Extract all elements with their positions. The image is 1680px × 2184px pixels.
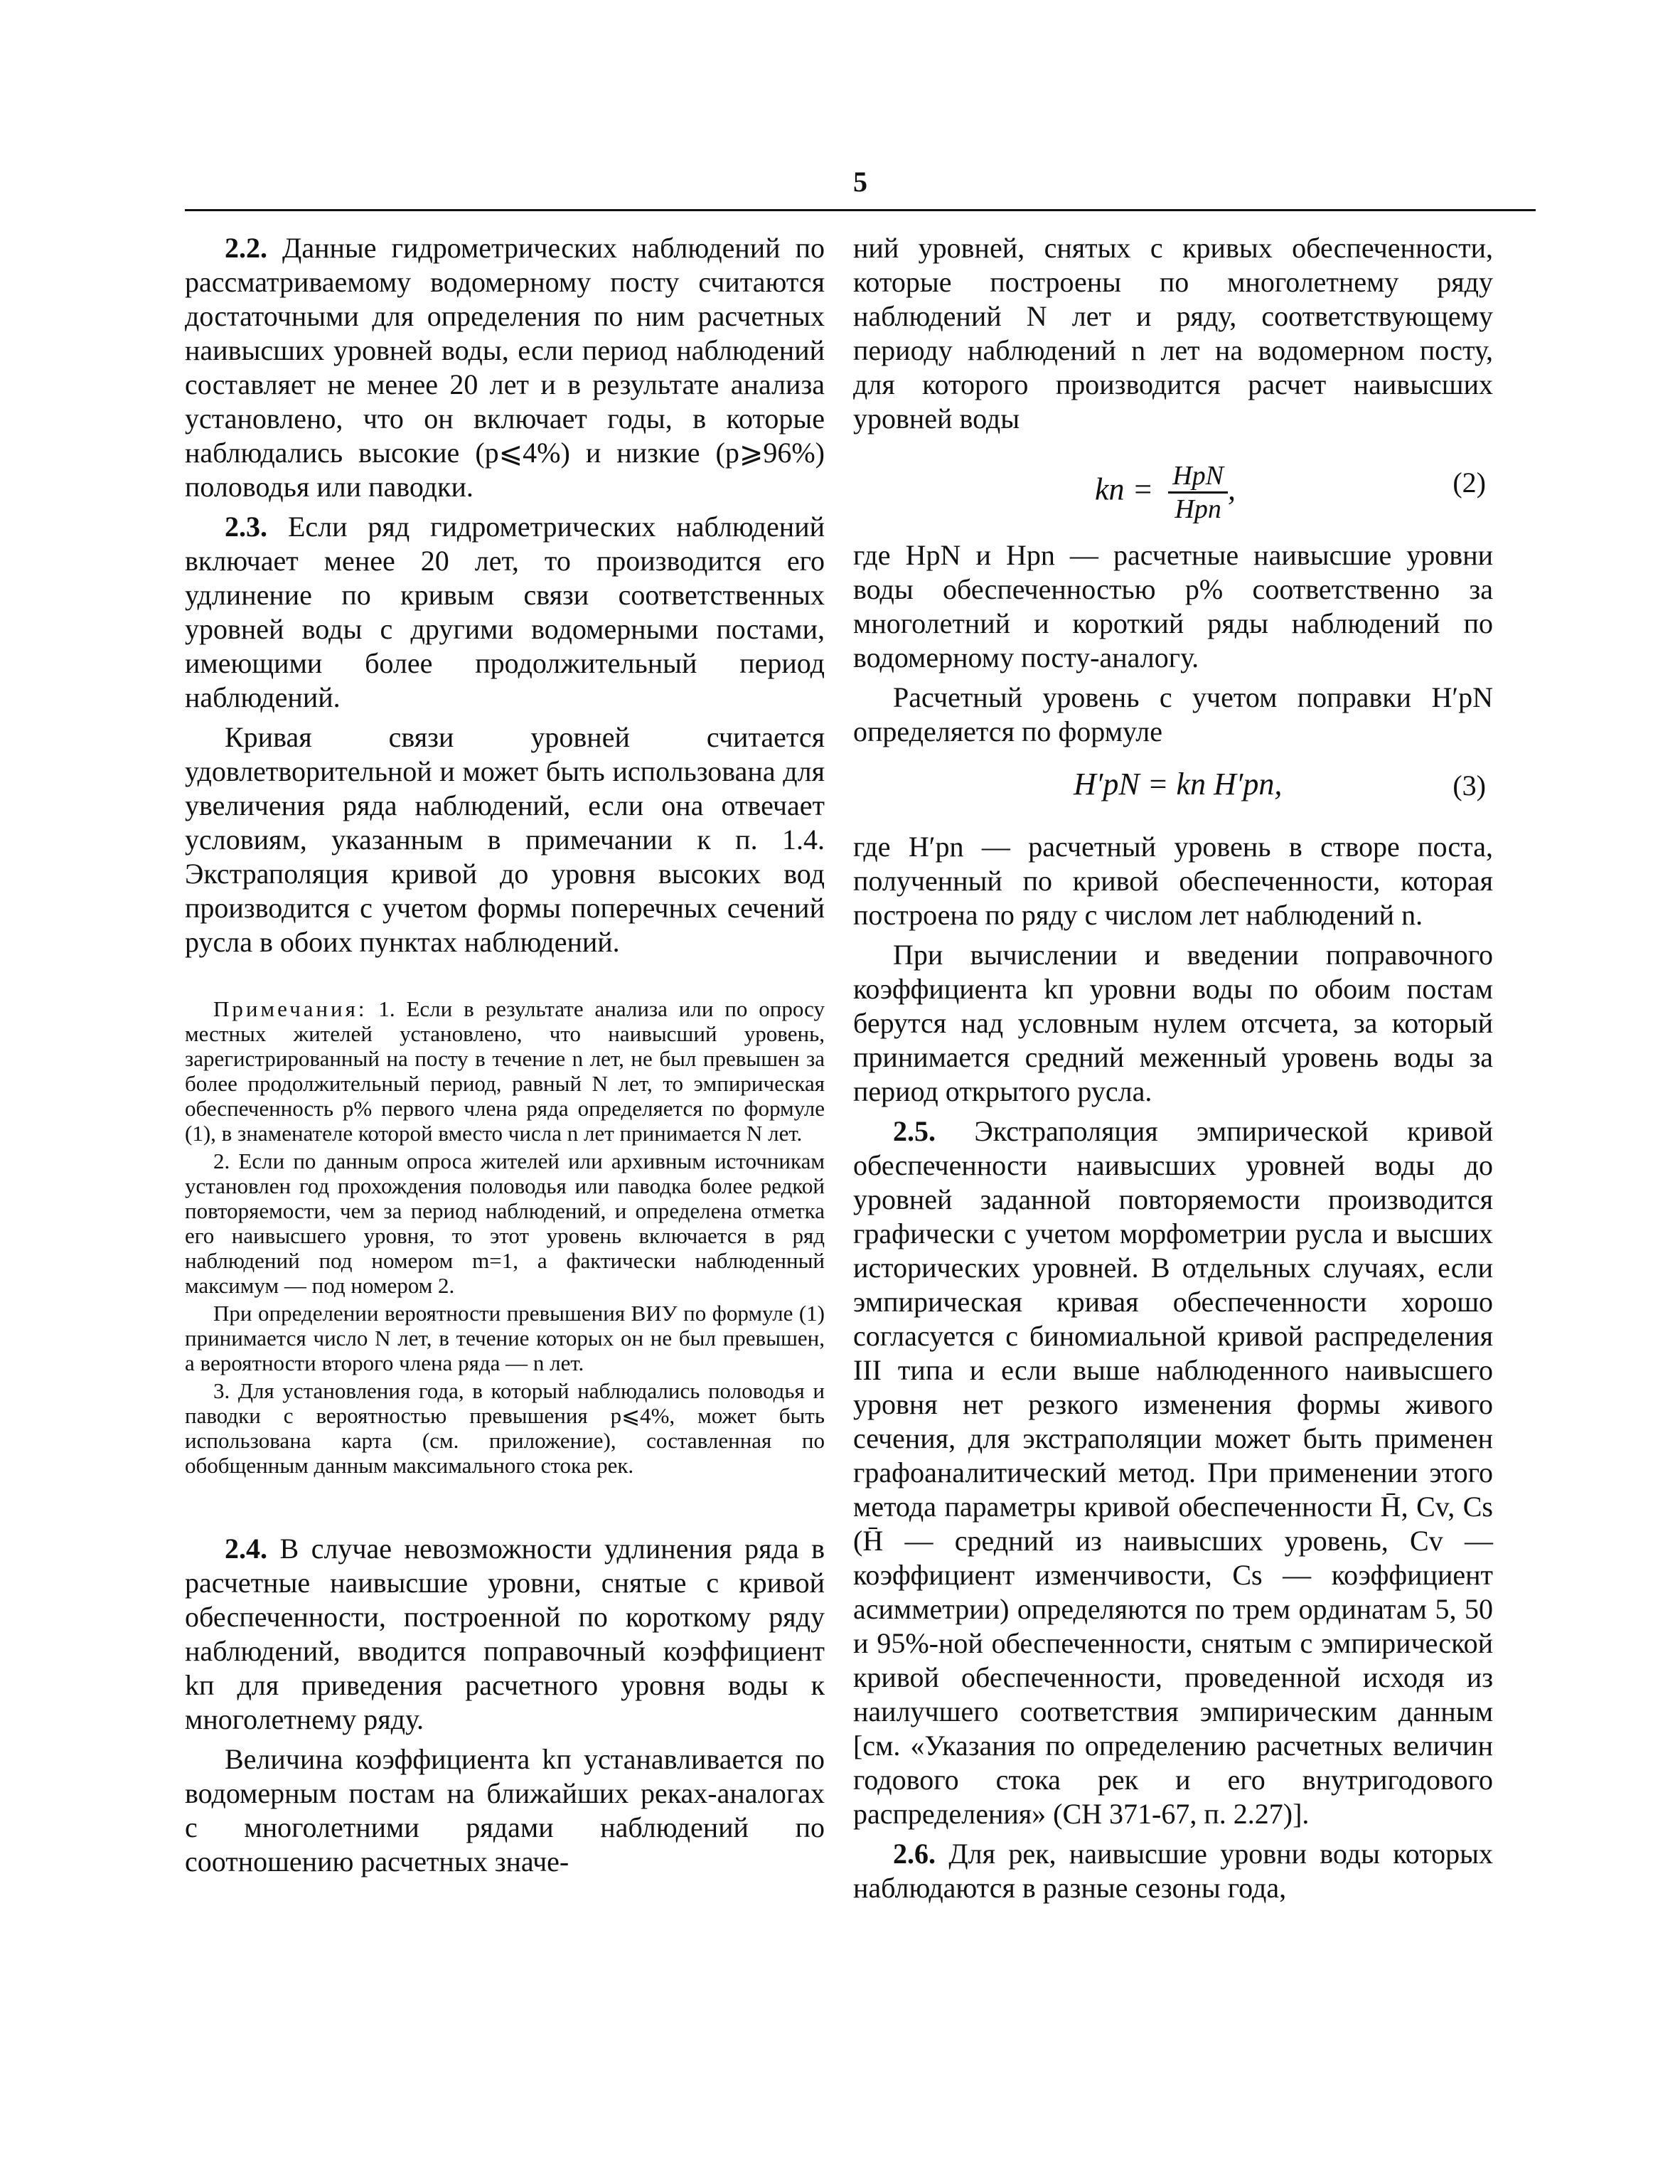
equation-2 [853, 446, 1493, 531]
note-2b: При определении вероятности превышения ВИУ по формуле (1) принимается число N лет, в течение которых он не был превышен, а вероятности второго члена ряда — n лет. [185, 1301, 825, 1375]
paragraph-correction: Расчетный уровень с учетом поправки H′pN определяется по формуле [853, 681, 1493, 747]
paragraph-computation: При вычислении и введении поправочного коэффициента kп уровни воды по обоим постам берутся над условным нулем отсчета, за который принимается средний меженный уровень воды за период открытого русла. [853, 939, 1493, 1107]
note-1 [185, 996, 825, 1146]
section-number: 2.4. [225, 1533, 267, 1565]
section-number: 2.6. [893, 1838, 936, 1870]
equation-2-number: (2) [1452, 467, 1486, 499]
note-text: 1. Если в результате анализа или по опросу местных жителей установлено, что наивысший уровень, зарегистрированный на посту в течение n лет, не был превышен за более продолжительный период, равный N лет, то эмпирическая обеспеченность p% первого члена ряда определяется по формуле (1), в знаменателе которой вместо числа n лет принимается N лет. [185, 996, 825, 1146]
paragraph-text: Экстраполяция эмпирической кривой обеспеченности наивысших уровней воды до уровней заданной повторяемости производится графически с учетом морфометрии русла и высших исторических уровней. В отдельных случаях, если эмпирическая кривая обеспеченности хорошо согласуется с биномиальной кривой распределения III типа и если выше наблюденного наивысшего уровня нет резкого изменения формы живого сечения, для экстраполяции может быть применен графоаналитический метод. При применении этого метода параметры кривой обеспеченности H̄, Cv, Cs (H̄ — средний из наивысших уровень, Cv — коэффициент изменчивости, Cs — коэффициент асимметрии) определяются по трем ординатам 5, 50 и 95%-ной обеспеченности, снятым с эмпирической кривой обеспеченности, проведенной исходя из наилучшего соответствия эмпирическим данным [см. «Указания по определению расчетных величин годового стока рек и его внутригодового распределения» (СН 371-67, п. 2.27)]. [853, 1115, 1493, 1830]
equation-2-formula [1095, 460, 1236, 525]
header-rule [185, 209, 1536, 211]
note-3: 3. Для установления года, в который наблюдались половодья и паводки с вероятностью превышения p⩽4%, может быть использована карта (см. приложение), составленная по обобщенным данным максимального стока рек. [185, 1378, 825, 1478]
notes-label: Примечания: [213, 996, 368, 1021]
paragraph-2-5 [853, 1114, 1493, 1831]
fraction-denominator: Hpn [1175, 494, 1221, 524]
paragraph-text: Данные гидрометрических наблюдений по рассматриваемому водомерному посту считаются достаточными для определения по ним расчетных наивысших уровней воды, если период наблюдений составляет не менее 20 лет и в результате анализа установлено, что он включает годы, в которые наблюдались высокие (p⩽4%) и низкие (p⩾96%) половодья или паводки. [185, 232, 825, 503]
equation-3-formula: H′pN = kп H′pn, [1074, 767, 1283, 801]
page-number: 5 [853, 166, 867, 198]
section-number: 2.3. [225, 511, 267, 543]
equation-2-comma: , [1228, 472, 1236, 507]
note-2: 2. Если по данным опроса жителей или архивным источникам установлен год прохождения половодья или паводка более редкой повторяемости, чем за период наблюдений, и определена отметка его наивысшего уровня, то этот уровень включается в ряд наблюдений под номером m=1, а фактически наблюденный максимум — под номером 2. [185, 1149, 825, 1298]
paragraph-2-3 [185, 510, 825, 715]
spacer [185, 1481, 825, 1532]
paragraph-continuation: ний уровней, снятых с кривых обеспеченности, которые построены по многолетнему ряду наблюдений N лет и ряду, соответствующему периоду наблюдений n лет на водомерном посту, для которого производится расчет наивысших уровней воды [853, 232, 1493, 435]
left-column [185, 231, 825, 1885]
paragraph-text: В случае невозможности удлинения ряда в расчетные наивысшие уровни, снятые с кривой обеспеченности, построенной по короткому ряду наблюдений, вводится поправочный коэффициент kп для приведения расчетного уровня воды к многолетнему ряду. [185, 1533, 825, 1735]
notes-block [185, 996, 825, 1478]
section-number: 2.2. [225, 232, 267, 264]
paragraph-curve: Кривая связи уровней считается удовлетворительной и может быть использована для увеличения ряда наблюдений, если она отвечает условиям, указанным в примечании к п. 1.4. Экстраполяция кривой до уровня высоких вод производится с учетом формы поперечных сечений русла в обоих пунктах наблюдений. [185, 721, 825, 958]
section-number: 2.5. [893, 1115, 936, 1147]
paragraph-2-2 [185, 231, 825, 504]
equation-2-lhs: kп = [1095, 472, 1154, 507]
equation-3-number: (3) [1452, 769, 1486, 801]
paragraph-text: Если ряд гидрометрических наблюдений включает менее 20 лет, то производится его удлинение по кривым связи соответственных уровней воды с другими водомерными постами, имеющими более продолжительный период наблюдений. [185, 511, 825, 713]
paragraph-where-1: где HpN и Hpn — расчетные наивысшие уровни воды обеспеченностью p% соответственно за многолетний и короткий ряды наблюдений по водомерному посту-аналогу. [853, 539, 1493, 673]
paragraph-where-2: где H′pn — расчетный уровень в створе поста, полученный по кривой обеспеченности, которая построена по ряду с числом лет наблюдений n. [853, 831, 1493, 931]
paragraph-coefficient: Величина коэффициента kп устанавливается по водомерным постам на ближайших реках-аналогах с многолетними рядами наблюдений по соотношению расчетных значе- [185, 1743, 825, 1877]
equation-3 [853, 759, 1493, 823]
fraction-numerator: HpN [1168, 460, 1228, 494]
paragraph-2-6 [853, 1837, 1493, 1905]
paragraph-text: Для рек, наивысшие уровни воды которых наблюдаются в разные сезоны года, [853, 1838, 1494, 1904]
fraction [1168, 460, 1228, 525]
right-column [853, 231, 1493, 1911]
paragraph-2-4 [185, 1532, 825, 1737]
